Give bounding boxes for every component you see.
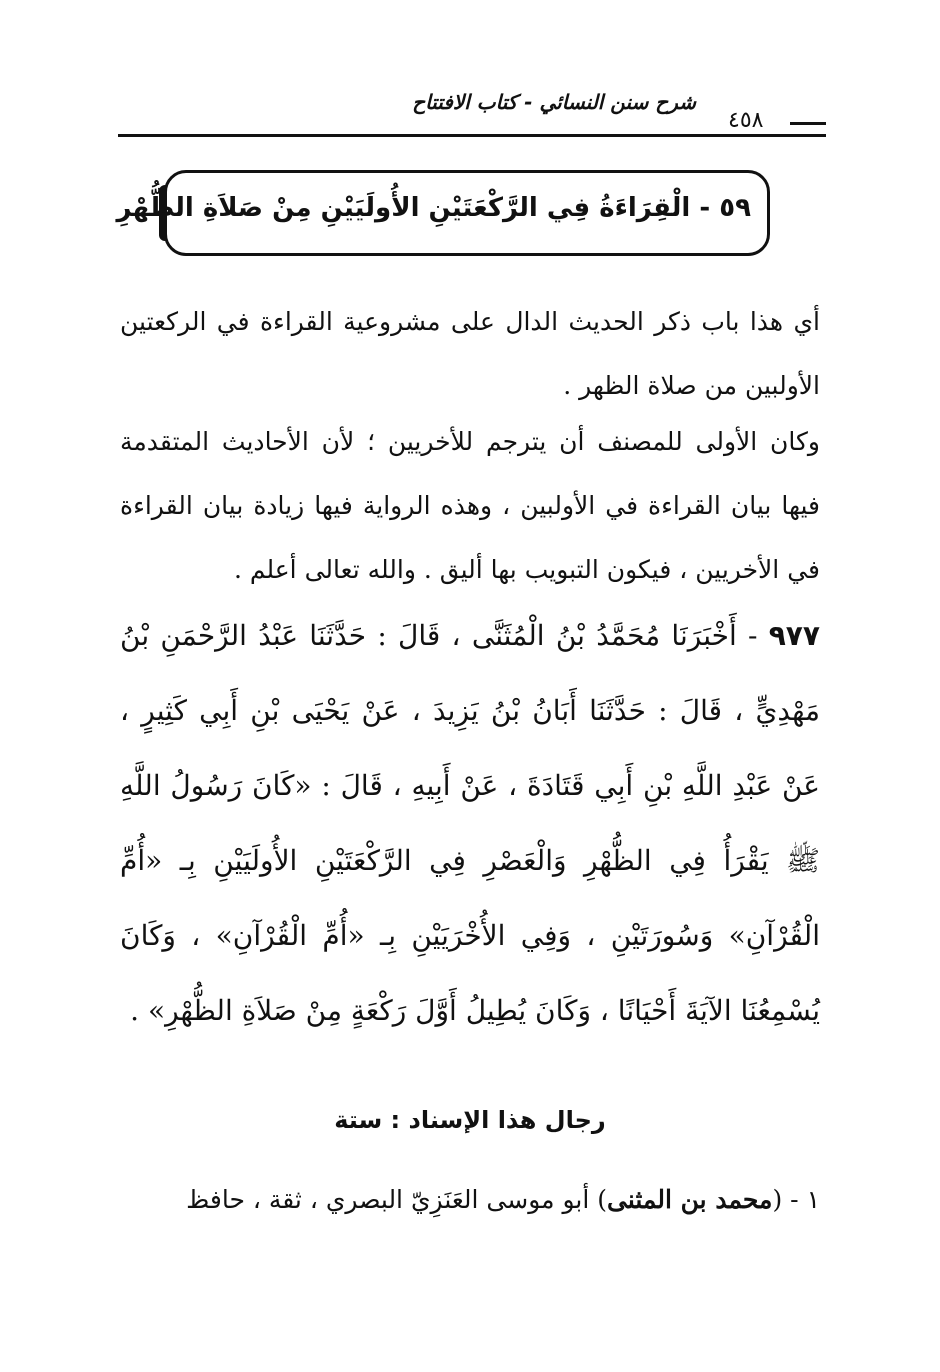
narrator-prefix: ١ - ( (772, 1185, 820, 1214)
chapter-title-box (116, 170, 770, 256)
page-number: ٤٥٨ (728, 108, 764, 133)
running-header (118, 80, 826, 140)
narrator-entry (120, 1172, 820, 1228)
narrator-description: ) أبو موسى العَنَزِيّ البصري ، ثقة ، حافظ (186, 1185, 607, 1214)
section-heading: رجال هذا الإسناد : ستة (334, 1106, 606, 1134)
hadith-text (120, 598, 820, 1048)
page-number-dash (790, 122, 826, 125)
header-rule (118, 134, 826, 137)
running-title: شرح سنن النسائي - كتاب الافتتاح (412, 90, 696, 114)
hadith-number: ٩٧٧ (768, 619, 820, 652)
hadith-body: - أَخْبَرَنَا مُحَمَّدُ بْنُ الْمُثَنَّى ، قَالَ : حَدَّثَنَا عَبْدُ الرَّحْمَنِ بْنُ مَهْدِيٍّ ، قَالَ : حَدَّثَنَا أَبَانُ بْنُ يَزِيدَ ، عَنْ يَحْيَى بْنِ أَبِي كَثِيرٍ ، عَنْ عَبْدِ اللَّهِ بْنِ أَبِي قَتَادَةَ ، عَنْ أَبِيهِ ، قَالَ : «كَانَ رَسُولُ اللَّهِ ﷺ يَقْرَأُ فِي الظُّهْرِ وَالْعَصْرِ فِي الرَّكْعَتَيْنِ الأُولَيَيْنِ بِـ «أُمِّ الْقُرْآنِ» وَسُورَتَيْنِ ، وَفِي الأُخْرَيَيْنِ بِـ «أُمِّ الْقُرْآنِ» ، وَكَانَ يُسْمِعُنَا الآيَةَ أَحْيَانًا ، وَكَانَ يُطِيلُ أَوَّلَ رَكْعَةٍ مِنْ صَلاَةِ الظُّهْرِ» . (120, 619, 820, 1027)
intro-paragraph-1: أي هذا باب ذكر الحديث الدال على مشروعية القراءة في الركعتين الأولبين من صلاة الظهر . (120, 307, 820, 400)
narrator-name: محمد بن المثنى (607, 1185, 773, 1214)
chapter-title: ٥٩ - الْقِرَاءَةُ فِي الرَّكْعَتَيْنِ الأُولَيَيْنِ مِنْ صَلاَةِ الظُّهْرِ (116, 193, 751, 223)
intro-paragraph-2: وكان الأولى للمصنف أن يترجم للأخريين ؛ لأن الأحاديث المتقدمة فيها بيان القراءة في الأولبين ، وهذه الرواية فيها زيادة بيان القراءة في الأخريين ، فيكون التبويب بها أليق . والله تعالى أعلم . (120, 427, 820, 584)
